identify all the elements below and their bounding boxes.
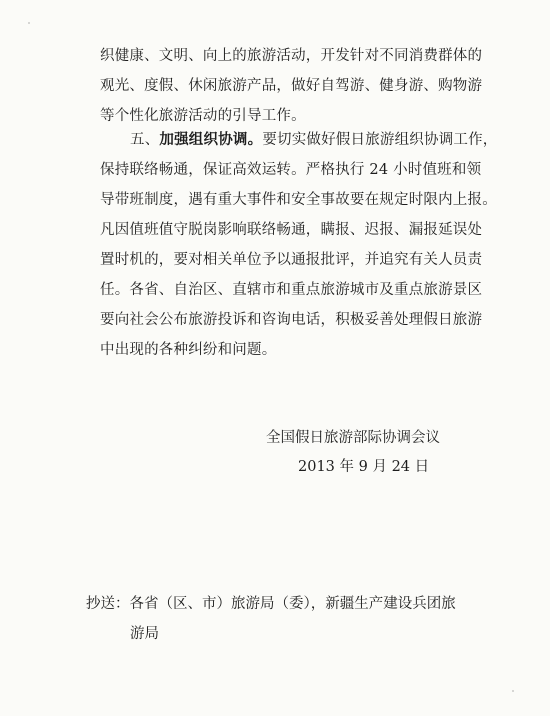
cc-line: 抄送：各省（区、市）旅游局（委），新疆生产建设兵团旅: [86, 596, 456, 612]
issue-date: 2013 年 9 月 24 日: [298, 459, 430, 475]
cc-line-continuation: 游局: [130, 626, 159, 642]
section-heading: 加强组织协调。: [159, 131, 263, 148]
body-line: 凡因值班值守脱岗影响联络畅通，瞒报、迟报、漏报延误处: [100, 222, 483, 238]
body-line: 任。各省、自治区、直辖市和重点旅游城市及重点旅游景区: [100, 282, 483, 298]
section-first-line-text: 要切实做好假日旅游组织协调工作，: [262, 132, 498, 148]
body-line: 要向社会公布旅游投诉和咨询电话，积极妥善处理假日旅游: [100, 312, 483, 328]
scan-speck: [512, 690, 514, 692]
section-number: 五、: [130, 132, 160, 148]
body-line: 中出现的各种纠纷和问题。: [100, 342, 277, 358]
issuing-organization: 全国假日旅游部际协调会议: [266, 430, 440, 446]
body-line: 导带班制度，遇有重大事件和安全事故要在规定时限内上报。: [100, 192, 497, 208]
scan-speck: [28, 22, 30, 24]
body-line: 织健康、文明、向上的旅游活动，开发针对不同消费群体的: [100, 48, 483, 64]
body-line: 保持联络畅通，保证高效运转。严格执行 24 小时值班和领: [100, 162, 482, 178]
body-line: 等个性化旅游活动的引导工作。: [100, 108, 306, 124]
body-line: 观光、度假、休闲旅游产品，做好自驾游、健身游、购物游: [100, 78, 483, 94]
section-5-first-line: [130, 132, 498, 148]
body-line: 置时机的，要对相关单位予以通报批评，并追究有关人员责: [100, 252, 483, 268]
